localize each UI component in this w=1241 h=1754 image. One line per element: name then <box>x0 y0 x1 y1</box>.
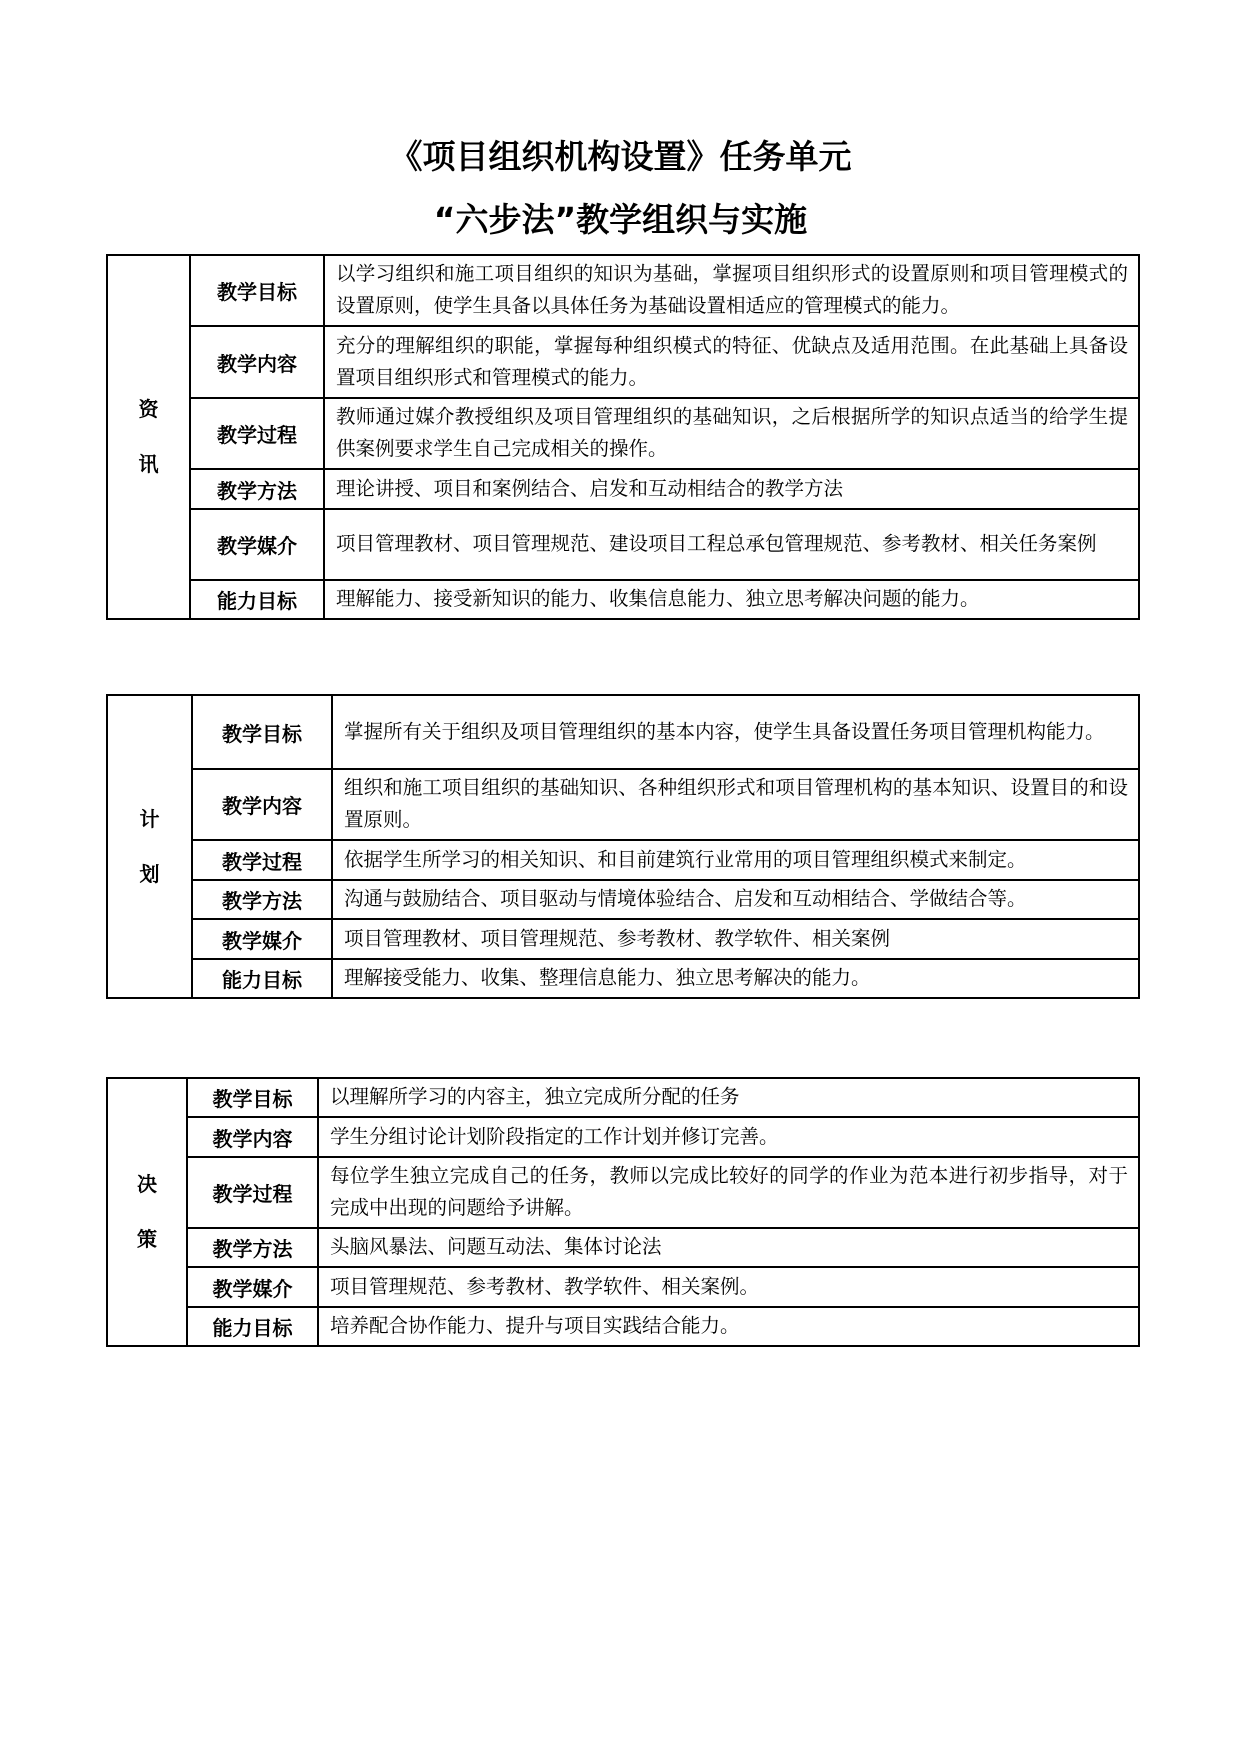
table-row <box>107 1267 1139 1307</box>
table-row <box>107 580 1139 619</box>
table-row <box>107 1078 1139 1117</box>
page-subtitle: “六步法”教学组织与实施 <box>433 200 808 239</box>
page-title: 《项目组织机构设置》任务单元 <box>389 137 852 176</box>
phase-char: 资 <box>138 397 159 421</box>
row-content: 学生分组讨论计划阶段指定的工作计划并修订完善。 <box>318 1117 1139 1157</box>
table-row <box>107 769 1139 840</box>
row-label: 教学目标 <box>192 695 332 769</box>
row-label: 能力目标 <box>190 580 324 619</box>
row-label: 教学过程 <box>187 1157 318 1228</box>
table-row <box>107 1307 1139 1346</box>
row-label: 能力目标 <box>192 959 332 998</box>
row-label: 教学过程 <box>190 398 324 469</box>
table-row <box>107 1117 1139 1157</box>
row-content: 组织和施工项目组织的基础知识、各种组织形式和项目管理机构的基本知识、设置目的和设置原则。 <box>332 769 1139 840</box>
row-label: 教学内容 <box>187 1117 318 1157</box>
table-row <box>107 919 1139 959</box>
row-label: 教学过程 <box>192 840 332 880</box>
row-label: 教学媒介 <box>190 509 324 580</box>
row-content: 充分的理解组织的职能，掌握每种组织模式的特征、优缺点及适用范围。在此基础上具备设置项目组织形式和管理模式的能力。 <box>324 326 1139 398</box>
row-content: 理论讲授、项目和案例结合、启发和互动相结合的教学方法 <box>324 469 1139 509</box>
table-row <box>107 1228 1139 1267</box>
table-row <box>107 398 1139 469</box>
row-content: 培养配合协作能力、提升与项目实践结合能力。 <box>318 1307 1139 1346</box>
row-label: 教学方法 <box>192 880 332 919</box>
table-row <box>107 959 1139 998</box>
phase-char: 讯 <box>138 452 159 476</box>
row-content: 依据学生所学习的相关知识、和目前建筑行业常用的项目管理组织模式来制定。 <box>332 840 1139 880</box>
table-row <box>107 509 1139 580</box>
table-row <box>107 255 1139 326</box>
row-label: 教学目标 <box>190 255 324 326</box>
table-row <box>107 880 1139 919</box>
row-content: 每位学生独立完成自己的任务，教师以完成比较好的同学的作业为范本进行初步指导，对于完成中出现的问题给予讲解。 <box>318 1157 1139 1228</box>
row-content: 头脑风暴法、问题互动法、集体讨论法 <box>318 1228 1139 1267</box>
row-content: 教师通过媒介教授组织及项目管理组织的基础知识，之后根据所学的知识点适当的给学生提供案例要求学生自己完成相关的操作。 <box>324 398 1139 469</box>
phase-char: 计 <box>139 806 160 831</box>
row-label: 教学目标 <box>187 1078 318 1117</box>
table-row <box>107 840 1139 880</box>
table-row <box>107 1157 1139 1228</box>
row-content: 以学习组织和施工项目组织的知识为基础，掌握项目组织形式的设置原则和项目管理模式的设置原则，使学生具备以具体任务为基础设置相适应的管理模式的能力。 <box>324 255 1139 326</box>
section-table-decision <box>106 1077 1140 1347</box>
phase-char: 策 <box>137 1227 157 1251</box>
row-label: 教学内容 <box>190 326 324 398</box>
row-content: 项目管理教材、项目管理规范、参考教材、教学软件、相关案例 <box>332 919 1139 959</box>
row-content: 项目管理规范、参考教材、教学软件、相关案例。 <box>318 1267 1139 1307</box>
row-content: 沟通与鼓励结合、项目驱动与情境体验结合、启发和互动相结合、学做结合等。 <box>332 880 1139 919</box>
phase-cell <box>107 695 192 998</box>
row-content: 以理解所学习的内容主，独立完成所分配的任务 <box>318 1078 1139 1117</box>
row-content: 理解能力、接受新知识的能力、收集信息能力、独立思考解决问题的能力。 <box>324 580 1139 619</box>
phase-cell <box>107 1078 187 1346</box>
section-table-plan <box>106 694 1140 999</box>
row-label: 教学媒介 <box>187 1267 318 1307</box>
row-label: 教学媒介 <box>192 919 332 959</box>
table-row <box>107 695 1139 769</box>
row-label: 教学方法 <box>187 1228 318 1267</box>
row-label: 教学方法 <box>190 469 324 509</box>
table-row <box>107 469 1139 509</box>
section-table-info <box>106 254 1140 620</box>
row-content: 理解接受能力、收集、整理信息能力、独立思考解决的能力。 <box>332 959 1139 998</box>
table-row <box>107 326 1139 398</box>
row-content: 项目管理教材、项目管理规范、建设项目工程总承包管理规范、参考教材、相关任务案例 <box>324 509 1139 580</box>
phase-char: 划 <box>139 861 160 886</box>
row-label: 能力目标 <box>187 1307 318 1346</box>
row-label: 教学内容 <box>192 769 332 840</box>
phase-cell <box>107 255 190 619</box>
row-content: 掌握所有关于组织及项目管理组织的基本内容，使学生具备设置任务项目管理机构能力。 <box>332 695 1139 769</box>
phase-char: 决 <box>137 1172 157 1196</box>
